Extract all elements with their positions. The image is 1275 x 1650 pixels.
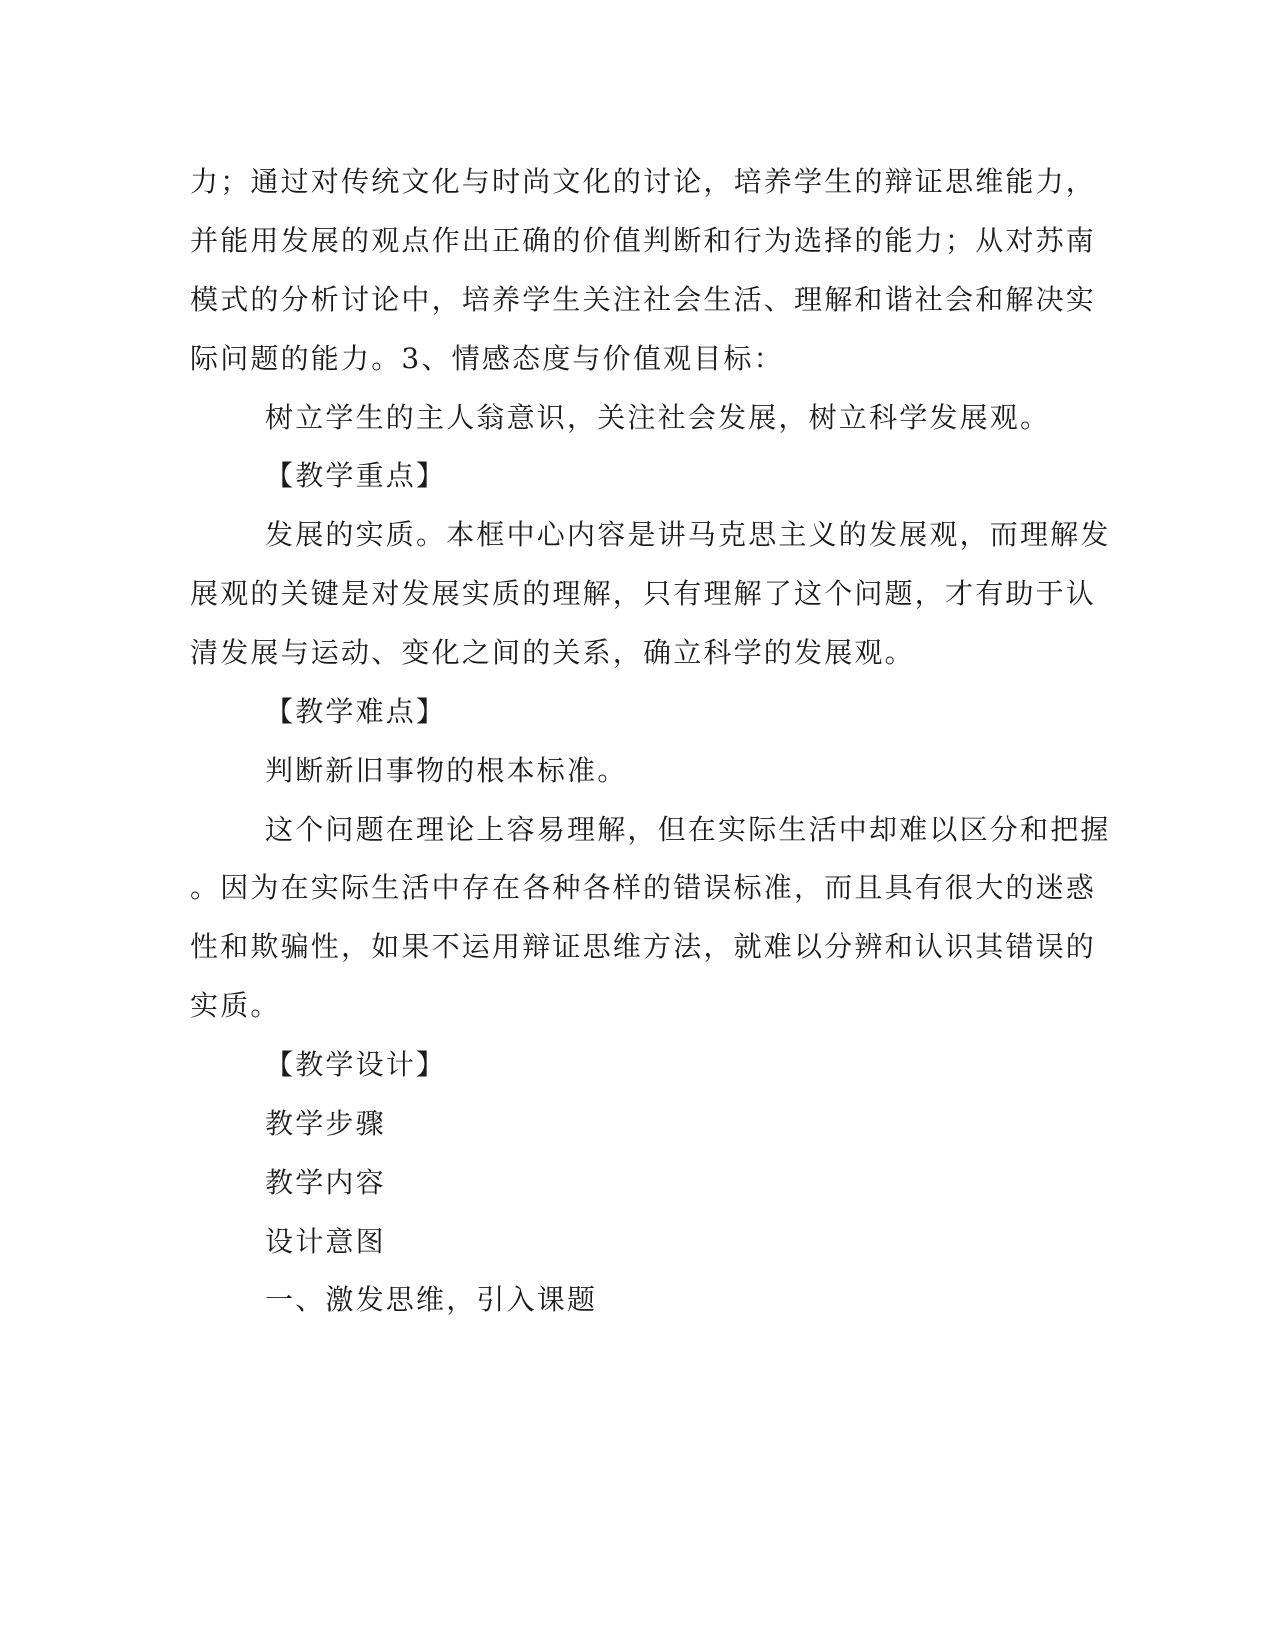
text-line: 发展的实质。本框中心内容是讲马克思主义的发展观，而理解发 — [265, 518, 1111, 551]
text-line: 这个问题在理论上容易理解，但在实际生活中却难以区分和把握 — [265, 813, 1111, 846]
text-line: 展观的关键是对发展实质的理解，只有理解了这个问题，才有助于认 — [190, 577, 1097, 610]
text-line: 判断新旧事物的根本标准。 — [265, 754, 628, 787]
text-line: 实质。 — [190, 989, 281, 1022]
text-line: 模式的分析讨论中，培养学生关注社会生活、理解和谐社会和解决实 — [190, 283, 1097, 316]
text-line: 清发展与运动、变化之间的关系，确立科学的发展观。 — [190, 636, 915, 669]
section-heading: 【教学难点】 — [265, 695, 447, 728]
text-line: 并能用发展的观点作出正确的价值判断和行为选择的能力；从对苏南 — [190, 224, 1097, 257]
section-heading: 【教学设计】 — [265, 1048, 447, 1081]
text-line: 际问题的能力。3、情感态度与价值观目标： — [190, 342, 784, 375]
text-line: 性和欺骗性，如果不运用辩证思维方法，就难以分辨和认识其错误的 — [190, 930, 1097, 963]
text-line: 力；通过对传统文化与时尚文化的讨论，培养学生的辩证思维能力， — [190, 165, 1097, 198]
text-line: 。因为在实际生活中存在各种各样的错误标准，而且具有很大的迷惑 — [190, 871, 1097, 904]
section-heading: 【教学重点】 — [265, 459, 447, 492]
text-line: 设计意图 — [265, 1225, 386, 1258]
text-line: 一、激发思维，引入课题 — [265, 1283, 598, 1316]
text-line: 教学内容 — [265, 1166, 386, 1199]
text-line: 教学步骤 — [265, 1107, 386, 1140]
text-line: 树立学生的主人翁意识，关注社会发展，树立科学发展观。 — [265, 401, 1051, 434]
